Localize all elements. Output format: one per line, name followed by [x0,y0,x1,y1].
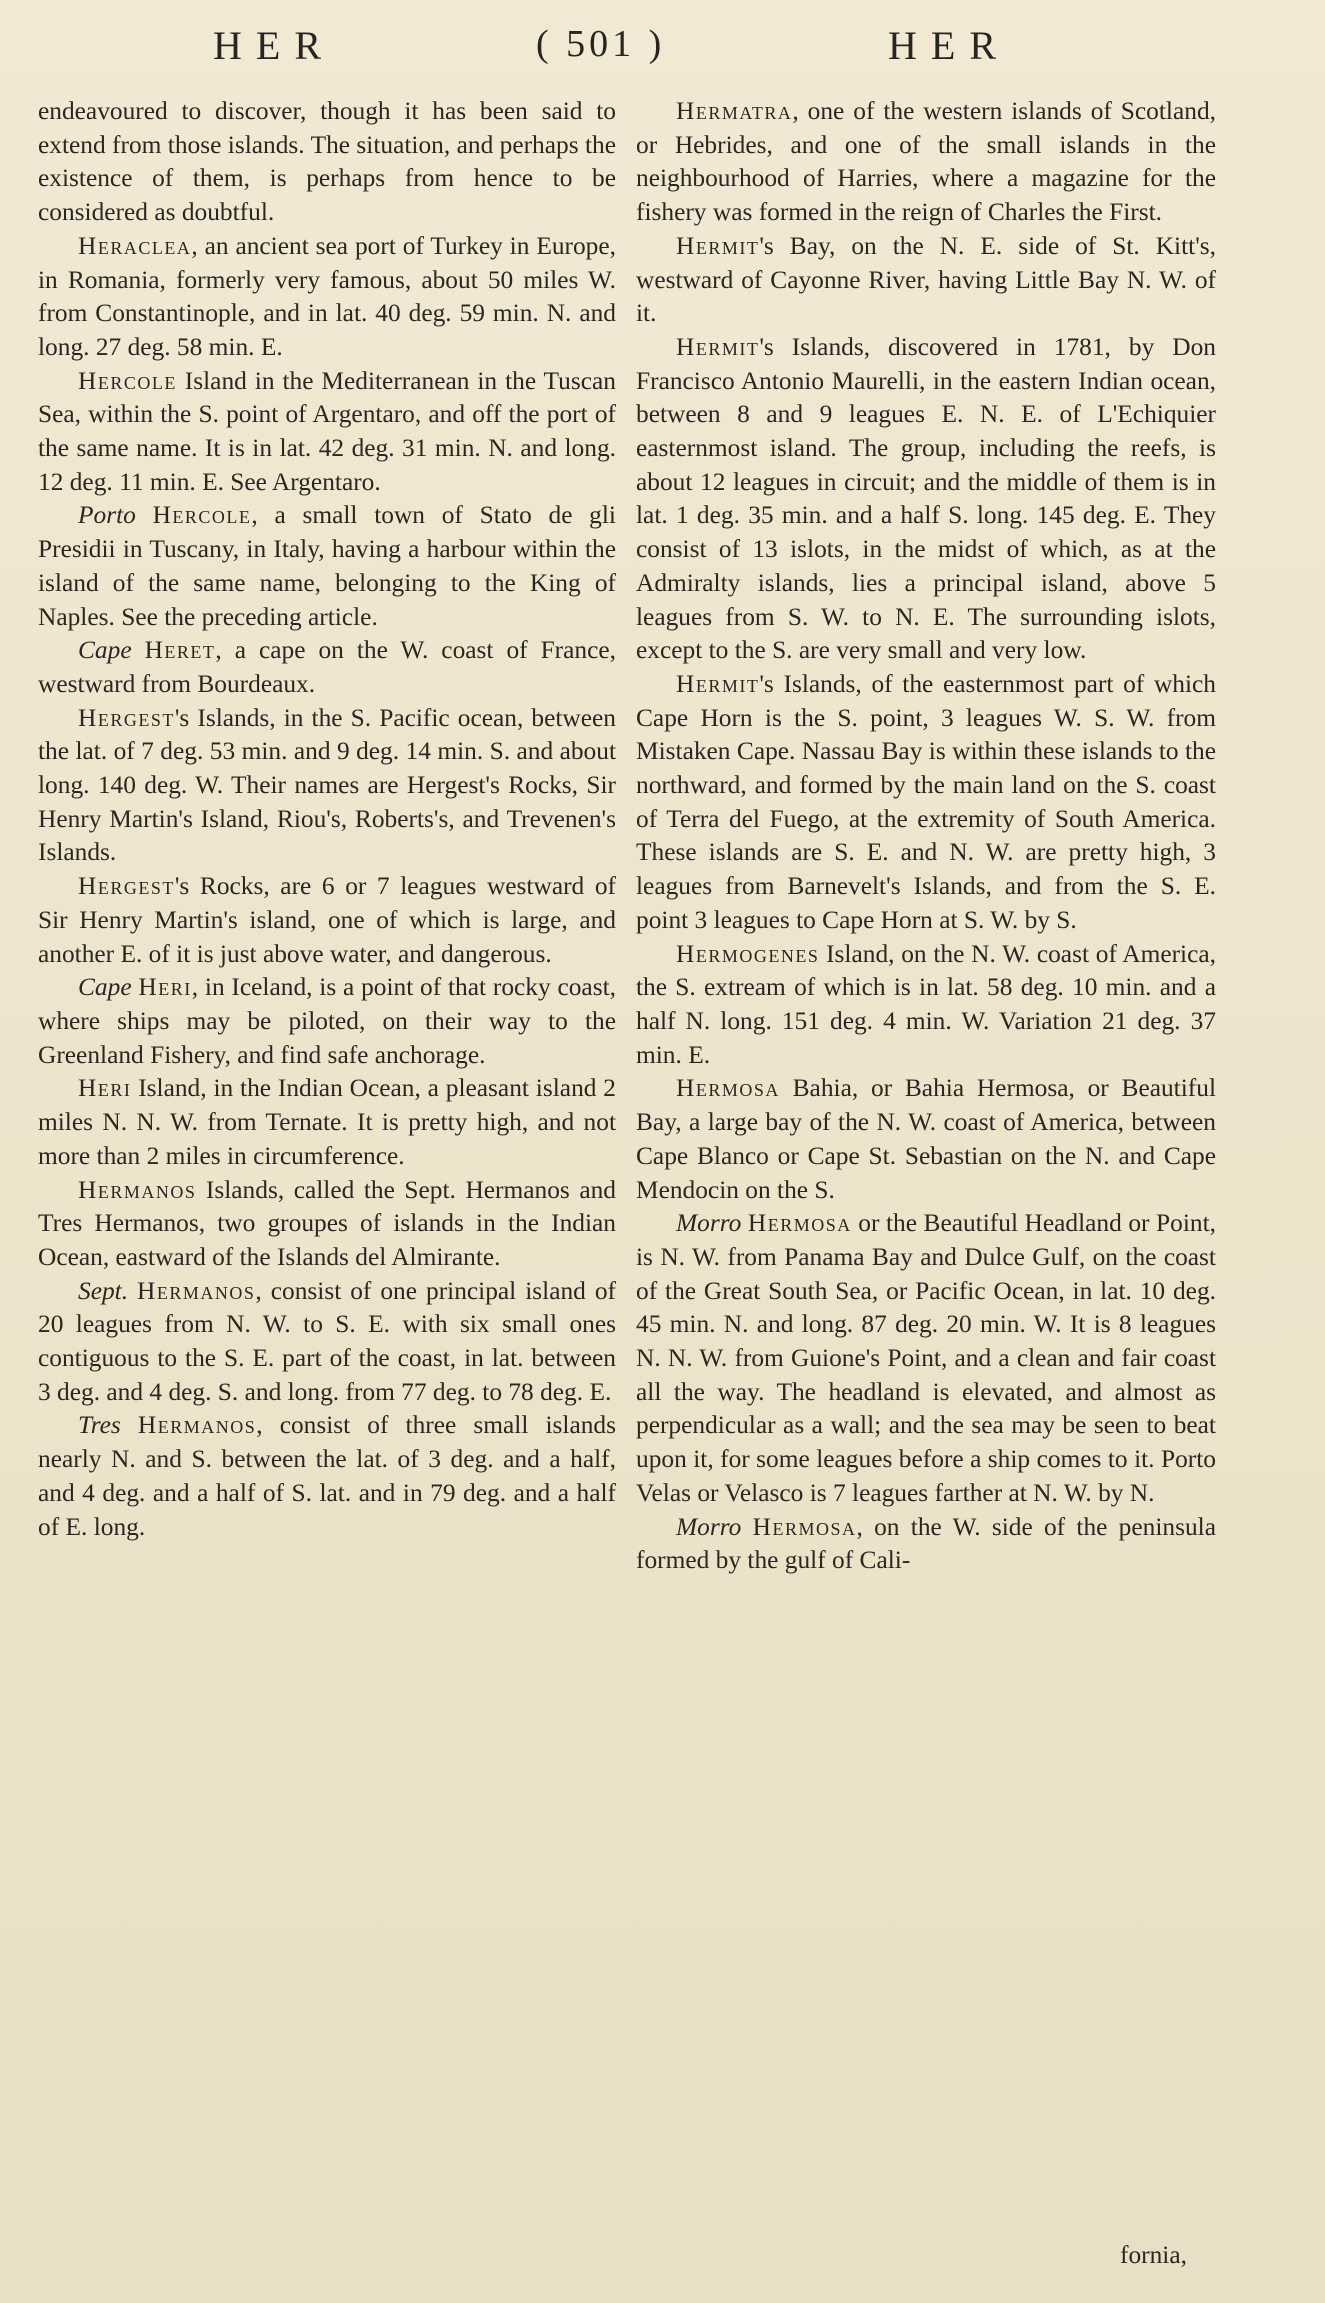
entry-headword: Hermanos [137,1411,257,1440]
entry-paragraph: Hergest's Rocks, are 6 or 7 leagues westward of Sir Henry Martin's island, one of which is large, and another E. of it is just above water, and dangerous. [38,872,616,968]
entry-paragraph: Hermatra, one of the western islands of Scotland, or Hebrides, and one of the small islands in the neighbourhood of Harries, where a magazine for the fishery was formed in the reign of Charles the First. [636,97,1216,227]
header-left-word: HER [213,23,335,68]
entry-headword: Heret [144,636,216,665]
entry-paragraph: Tres Hermanos, consist of three small islands nearly N. and S. between the lat. of 3 deg. and a half, and 4 deg. and a half of S. lat. and in 79 deg. and a half of E. long. [38,1411,616,1541]
entry-headword: Hermosa [752,1512,857,1541]
catchword: fornia, [1120,2241,1187,2269]
right-column [636,95,1216,1578]
entry-headword: Heri [138,973,192,1002]
header-right-word: HER [888,23,1010,68]
entry-paragraph: Morro Hermosa or the Beautiful Headland or Point, is N. W. from Panama Bay and Dulce Gulf, on the coast of the Great South Sea, or Pacific Ocean, in lat. 10 deg. 45 min. N. and long. 87 deg. 20 min. W. It is 8 leagues N. N. W. from Guione's Point, and a clean and fair coast all the way. The headland is elevated, and almost as perpendicular as a wall; and the sea may be seen to beat upon it, for some leagues before a ship comes to it. Porto Velas or Velasco is 7 leagues farther at N. W. by N. [636,1209,1216,1507]
entry-paragraph: Hermit's Islands, of the easternmost part of which Cape Horn is the S. point, 3 leagues W. S. W. from Mistaken Cape. Nassau Bay is within these islands to the northward, and formed by the main land on the S. coast of Terra del Fuego, at the extremity of South America. These islands are S. E. and N. W. are pretty high, 3 leagues from Barnevelt's Islands, and from the S. E. point 3 leagues to Cape Horn at S. W. by S. [636,669,1216,934]
page-number: ( 501 ) [536,23,666,65]
entry-headword: Hermosa [747,1209,852,1238]
entry-paragraph: Morro Hermosa, on the W. side of the peninsula formed by the gulf of Cali- [636,1512,1216,1575]
entry-prefix: Sept. [78,1276,129,1305]
entry-headword: Heraclea [78,231,192,260]
entry-paragraph: Cape Heri, in Iceland, is a point of that rocky coast, where ships may be piloted, on their way to the Greenland Fishery, and find safe anchorage. [38,973,616,1069]
entry-prefix: Cape [78,636,132,665]
entry-paragraph: Heri Island, in the Indian Ocean, a pleasant island 2 miles N. N. W. from Ternate. It is pretty high, and not more than 2 miles in circumference. [38,1074,616,1170]
entry-paragraph: endeavoured to discover, though it has been said to extend from those islands. The situation, and perhaps the existence of them, is perhaps from hence to be considered as doubtful. [38,97,616,227]
left-column [38,95,616,1544]
entry-paragraph: Hermosa Bahia, or Bahia Hermosa, or Beautiful Bay, a large bay of the N. W. coast of America, between Cape Blanco or Cape St. Sebastian on the N. and Cape Mendocin on the S. [636,1074,1216,1204]
entry-prefix: Porto [78,501,136,530]
entry-prefix: Cape [78,973,132,1002]
entry-headword: Hergest [78,703,175,732]
entry-prefix: Morro [676,1512,742,1541]
entry-headword: Hermosa [676,1074,780,1103]
entry-paragraph: Hercole Island in the Mediterranean in the Tuscan Sea, within the S. point of Argentaro, and off the port of the same name. It is in lat. 42 deg. 31 min. N. and long. 12 deg. 11 min. E. See Argentaro. [38,366,616,496]
running-header [0,22,1325,82]
entry-paragraph: Hermogenes Island, on the N. W. coast of America, the S. extream of which is in lat. 58 deg. 10 min. and a half N. long. 151 deg. 4 min. W. Variation 21 deg. 37 min. E. [636,939,1216,1069]
entry-headword: Hercole [78,366,177,395]
entry-paragraph: Hermanos Islands, called the Sept. Hermanos and Tres Hermanos, two groupes of islands in the Indian Ocean, eastward of the Islands del Almirante. [38,1175,616,1271]
entry-headword: Hermanos [137,1276,256,1305]
entry-headword: Hergest [78,872,175,901]
entry-paragraph: Hermit's Islands, discovered in 1781, by Don Francisco Antonio Maurelli, in the eastern Indian ocean, between 8 and 9 leagues E. N. E. of L'Echiquier easternmost island. The group, including the reefs, is about 12 leagues in circuit; and the middle of them is in lat. 1 deg. 35 min. and a half S. long. 145 deg. E. They consist of 13 islots, in the midst of which, as at the Admiralty islands, lies a principal island, above 5 leagues from S. W. to N. E. The surrounding islots, except to the S. are very small and very low. [636,332,1216,665]
entry-paragraph: Sept. Hermanos, consist of one principal island of 20 leagues from N. W. to S. E. with six small ones contiguous to the S. E. part of the coast, in lat. between 3 deg. and 4 deg. S. and long. from 77 deg. to 78 deg. E. [38,1276,616,1406]
entry-headword: Hermanos [78,1175,197,1204]
entry-headword: Heri [78,1074,132,1103]
entry-headword: Hermogenes [676,939,820,968]
entry-headword: Hermit [676,231,760,260]
entry-paragraph: Heraclea, an ancient sea port of Turkey in Europe, in Romania, formerly very famous, about 50 miles W. from Constantinople, and in lat. 40 deg. 59 min. N. and long. 27 deg. 58 min. E. [38,231,616,361]
entry-headword: Hermatra [676,97,793,125]
entry-headword: Hermit [676,332,760,361]
entry-prefix: Morro [676,1209,742,1238]
entry-paragraph: Cape Heret, a cape on the W. coast of France, westward from Bourdeaux. [38,636,616,698]
entry-paragraph: Hergest's Islands, in the S. Pacific ocean, between the lat. of 7 deg. 53 min. and 9 deg. 14 min. S. and about long. 140 deg. W. Their names are Hergest's Rocks, Sir Henry Martin's Island, Riou's, Roberts's, and Trevenen's Islands. [38,703,616,867]
entry-prefix: Tres [78,1411,121,1440]
entry-headword: Hermit [676,669,760,698]
entry-paragraph: Hermit's Bay, on the N. E. side of St. Kitt's, westward of Cayonne River, having Little Bay N. W. of it. [636,231,1216,328]
entry-paragraph: Porto Hercole, a small town of Stato de gli Presidii in Tuscany, in Italy, having a harbour within the island of the same name, belonging to the King of Naples. See the preceding article. [38,501,616,631]
entry-headword: Hercole [152,501,252,530]
